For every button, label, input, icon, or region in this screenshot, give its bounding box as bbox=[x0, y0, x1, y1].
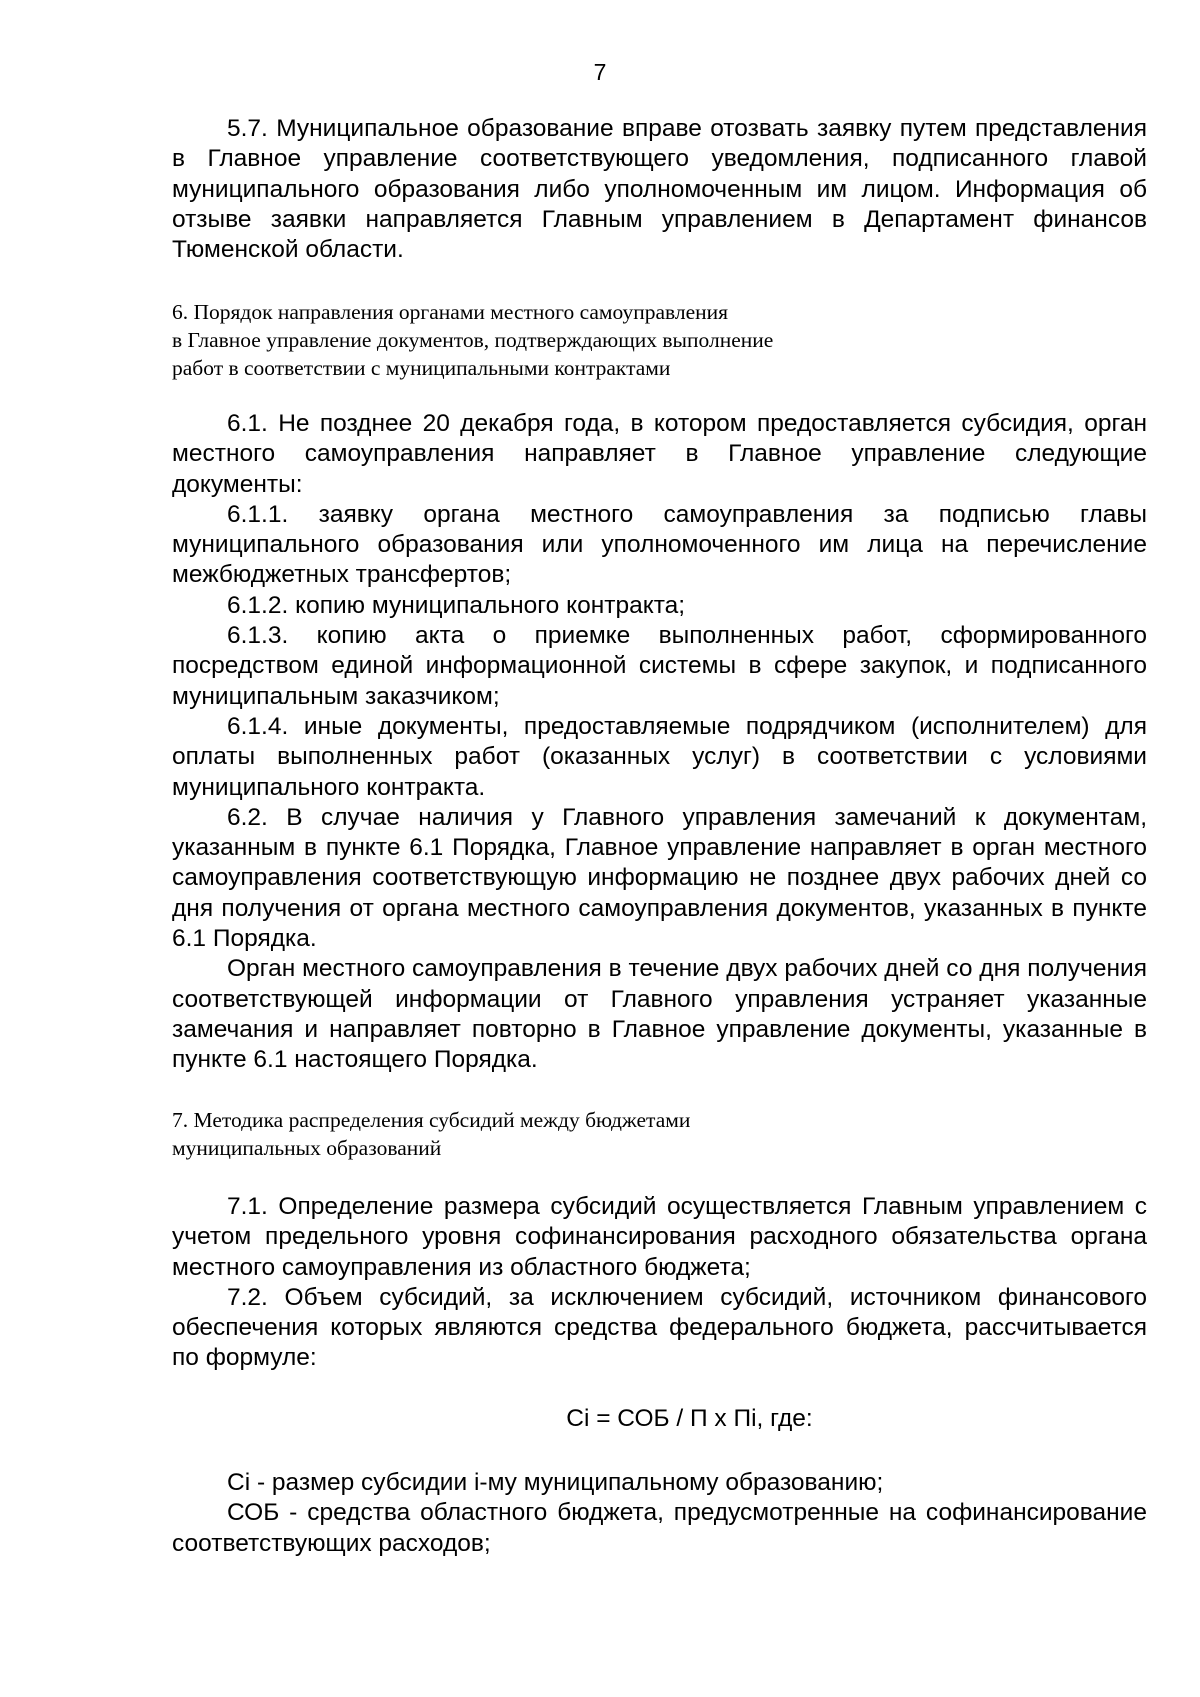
paragraph-6-2: 6.2. В случае наличия у Главного управления замечаний к документам, указанным в пункте 6.1 Порядка, Главное управление направляет в орган местного самоуправления соответствующую информацию не позднее двух рабочих дней со дня получения от органа местного самоуправления документов, указанных в пункте 6.1 Порядка. bbox=[172, 803, 1147, 953]
definition-ci: Ci - размер субсидии i-му муниципальному образованию; bbox=[227, 1469, 884, 1496]
paragraph-7-2: 7.2. Объем субсидий, за исключением субсидий, источником финансового обеспечения которых являются средства федерального бюджета, рассчитывается по формуле: bbox=[172, 1283, 1147, 1372]
heading-6-line: 6. Порядок направления органами местного самоуправления bbox=[172, 300, 729, 324]
section-6-text bbox=[172, 409, 1147, 1076]
paragraph-6-2-continued: Орган местного самоуправления в течение двух рабочих дней со дня получения соответствующей информации от Главного управления устраняет указанные замечания и направляет повторно в Главное управление документы, указанные в пункте 6.1 настоящего Порядка. bbox=[172, 955, 1147, 1074]
page-number: 7 bbox=[593, 59, 607, 85]
paragraph-6-1-2: 6.1.2. копию муниципального контракта; bbox=[227, 591, 686, 619]
paragraph-6-1-1: 6.1.1. заявку органа местного самоуправления за подписью главы муниципального образования или уполномоченного им лица на перечисление межбюджетных трансфертов; bbox=[172, 500, 1147, 589]
formula-definitions bbox=[172, 1468, 1147, 1559]
paragraph-6-1-3: 6.1.3. копию акта о приемке выполненных работ, сформированного посредством единой информационной системы в сфере закупок, и подписанного муниципальным заказчиком; bbox=[172, 622, 1147, 710]
paragraph-7-1: 7.1. Определение размера субсидий осуществляется Главным управлением с учетом предельного уровня софинансирования расходного обязательства органа местного самоуправления из областного бюджета; bbox=[172, 1193, 1147, 1281]
paragraph-6-1-4: 6.1.4. иные документы, предоставляемые подрядчиком (исполнителем) для оплаты выполненных работ (оказанных услуг) в соответствии с условиями муниципального контракта. bbox=[172, 712, 1147, 801]
definition-sob: СОБ - средства областного бюджета, предусмотренные на софинансирование соответствующих расходов; bbox=[172, 1499, 1147, 1557]
section-7-heading bbox=[172, 1106, 1147, 1162]
paragraph-5-7: 5.7. Муниципальное образование вправе отозвать заявку путем представления в Главное управление соответствующего уведомления, подписанного главой муниципального образования либо уполномоченным им лицом. Информация об отзыве заявки направляется Главным управлением в Департамент финансов Тюменской области. bbox=[172, 115, 1147, 264]
heading-7-line: муниципальных образований bbox=[172, 1136, 442, 1160]
heading-6-line: работ в соответствии с муниципальными контрактами bbox=[172, 356, 671, 380]
subsidy-formula: Ci = СОБ / П x Пi, где: bbox=[566, 1405, 813, 1432]
section-5-text bbox=[172, 114, 1147, 265]
heading-7-line: 7. Методика распределения субсидий между бюджетами bbox=[172, 1108, 691, 1132]
section-6-heading bbox=[172, 298, 1147, 382]
section-7-text bbox=[172, 1192, 1147, 1374]
heading-6-line: в Главное управление документов, подтверждающих выполнение bbox=[172, 328, 774, 352]
paragraph-6-1: 6.1. Не позднее 20 декабря года, в котором предоставляется субсидия, орган местного самоуправления направляет в Главное управление следующие документы: bbox=[172, 410, 1147, 498]
